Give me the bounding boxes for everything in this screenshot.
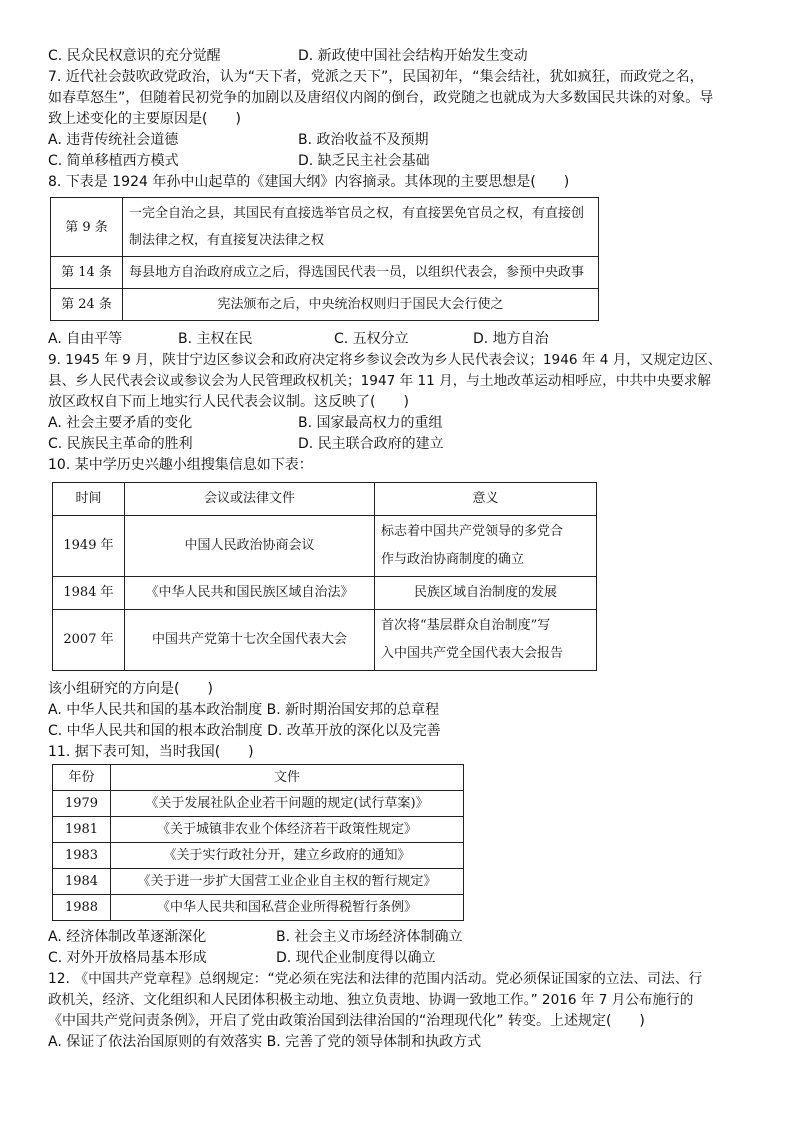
- table-row: [53, 817, 464, 843]
- question-7: [48, 67, 746, 172]
- q12-stem-line-1: 12. 《中国共产党章程》总纲规定：“党必须在宪法和法律的范围内活动。党必须保证国家的立法、司法、行: [48, 971, 703, 987]
- table-row: [53, 843, 464, 869]
- table-row: [53, 610, 597, 671]
- q7-options-ab: [48, 130, 746, 151]
- q8-row-label: 第 9 条: [51, 198, 123, 257]
- q9-stem-line-1: 9. 1945 年 9 月，陕甘宁边区参议会和政府决定将乡参议会改为乡人民代表会议；1946 年 4 月，又规定边区、: [48, 352, 722, 368]
- q8-option-b: B. 主权在民: [178, 331, 253, 347]
- q9-options-cd: [48, 434, 746, 455]
- q9-options-ab: [48, 413, 746, 434]
- question-12: [48, 969, 746, 1053]
- q12-stem-line-2: 政机关，经济、文化组织和人民团体积极主动地、独立负责地、协调一致地工作。” 2016 年 7 月公布施行的: [48, 992, 694, 1008]
- q10-question: 该小组研究的方向是( ): [48, 681, 213, 697]
- q11-cell-doc: 《关于实行政社分开，建立乡政府的通知》: [111, 843, 464, 869]
- q7-stem-line-1: 7. 近代社会鼓吹政党政治，认为“天下者，党派之天下”，民国初年，“集会结社，犹如疯狂，而政党之名，: [48, 69, 704, 85]
- q8-option-c: C. 五权分立: [334, 331, 409, 347]
- q11-header-year: 年份: [53, 765, 111, 791]
- q11-options-cd: [48, 948, 746, 969]
- q10-cell-doc: 中国共产党第十七次全国代表大会: [125, 610, 375, 671]
- question-8: [48, 172, 746, 350]
- q11-cell-doc: 《关于城镇非农业个体经济若干政策性规定》: [111, 817, 464, 843]
- q10-cell-meaning: [375, 610, 597, 671]
- q11-cell-year: 1979: [53, 791, 111, 817]
- q10-cell-meaning: [375, 516, 597, 577]
- q11-cell-doc: 《中华人民共和国私营企业所得税暂行条例》: [111, 895, 464, 921]
- q8-row-text-line: 一完全自治之县，其国民有直接选举官员之权，有直接罢免官员之权，有直接创: [129, 206, 585, 221]
- q10-header-doc: 会议或法律文件: [125, 483, 375, 516]
- question-10: [48, 455, 746, 742]
- q10-cell-time: 2007 年: [53, 610, 125, 671]
- table-row: [53, 869, 464, 895]
- q11-cell-year: 1983: [53, 843, 111, 869]
- q10-cell-meaning-line: 首次将“基层群众自治制度”写: [381, 618, 551, 633]
- q6-options-cd: [48, 46, 746, 67]
- question-9: [48, 350, 746, 455]
- q11-cell-year: 1984: [53, 869, 111, 895]
- q10-cell-meaning-line: 入中国共产党全国代表大会报告: [381, 646, 564, 661]
- q10-options-cd: C. 中华人民共和国的根本政治制度 D. 改革开放的深化以及完善: [48, 723, 441, 739]
- q11-options-ab: [48, 927, 746, 948]
- q9-stem-line-3: 放区政权自下而上地实行人民代表会议制。这反映了( ): [48, 394, 409, 410]
- q10-cell-time: 1984 年: [53, 577, 125, 610]
- table-header-row: [53, 483, 597, 516]
- q10-cell-time: 1949 年: [53, 516, 125, 577]
- q7-option-a: A. 违背传统社会道德: [48, 132, 179, 148]
- q11-option-c: C. 对外开放格局基本形成: [48, 950, 207, 966]
- q7-stem-line-3: 致上述变化的主要原因是( ): [48, 111, 241, 127]
- q11-header-doc: 文件: [111, 765, 464, 791]
- table-row: [51, 198, 599, 257]
- q11-cell-doc: 《关于发展社队企业若干问题的规定(试行草案)》: [111, 791, 464, 817]
- q11-option-a: A. 经济体制改革逐渐深化: [48, 929, 207, 945]
- q11-stem: 11. 据下表可知，当时我国( ): [48, 744, 254, 760]
- question-11: [48, 742, 746, 969]
- q11-cell-year: 1981: [53, 817, 111, 843]
- q9-option-c: C. 民族民主革命的胜利: [48, 436, 193, 452]
- q11-option-d: D. 现代企业制度得以确立: [276, 950, 436, 966]
- table-row: [51, 289, 599, 321]
- table-row: [53, 577, 597, 610]
- q6-option-d: D. 新政使中国社会结构开始发生变动: [298, 48, 528, 64]
- q10-cell-meaning-line: 标志着中国共产党领导的多党合: [381, 524, 564, 539]
- q10-cell-meaning-line: 作与政治协商制度的确立: [381, 552, 525, 567]
- table-row: [53, 516, 597, 577]
- q8-row-text: 宪法颁布之后，中央统治权则归于国民大会行使之: [123, 289, 599, 321]
- table-row: [53, 895, 464, 921]
- q7-option-d: D. 缺乏民主社会基础: [298, 153, 430, 169]
- q10-stem: 10. 某中学历史兴趣小组搜集信息如下表：: [48, 457, 313, 473]
- q8-row-label: 第 24 条: [51, 289, 123, 321]
- q10-options-ab: A. 中华人民共和国的基本政治制度 B. 新时期治国安邦的总章程: [48, 702, 440, 718]
- q7-stem-line-2: 如春草怒生”，但随着民初党争的加剧以及唐绍仪内阁的倒台，政党随之也就成为大多数国民共诛的对象。导: [48, 90, 714, 106]
- q9-option-d: D. 民主联合政府的建立: [298, 436, 444, 452]
- q11-cell-year: 1988: [53, 895, 111, 921]
- q10-cell-doc: 《中华人民共和国民族区域自治法》: [125, 577, 375, 610]
- q11-option-b: B. 社会主义市场经济体制确立: [276, 929, 463, 945]
- q8-row-label: 第 14 条: [51, 257, 123, 289]
- q10-table: [52, 482, 597, 671]
- q8-option-d: D. 地方自治: [473, 331, 549, 347]
- q10-cell-doc: 中国人民政治协商会议: [125, 516, 375, 577]
- q9-stem-line-2: 县、乡人民代表会议或参议会为人民管理政权机关；1947 年 11 月，与土地改革运动相呼应，中共中央要求解: [48, 373, 711, 389]
- q8-row-text-line: 制法律之权，有直接复决法律之权: [129, 233, 325, 248]
- q8-options: [48, 329, 746, 350]
- q7-option-b: B. 政治收益不及预期: [298, 132, 429, 148]
- table-header-row: [53, 765, 464, 791]
- q8-row-text: [123, 198, 599, 257]
- q8-stem: 8. 下表是 1924 年孙中山起草的《建国大纲》内容摘录。其体现的主要思想是( ): [48, 174, 570, 190]
- q9-option-a: A. 社会主要矛盾的变化: [48, 415, 193, 431]
- table-row: [53, 791, 464, 817]
- table-row: [51, 257, 599, 289]
- q6-option-c: C. 民众民权意识的充分觉醒: [48, 48, 221, 64]
- q11-table: [52, 764, 464, 921]
- q11-cell-doc: 《关于进一步扩大国营工业企业自主权的暂行规定》: [111, 869, 464, 895]
- q12-options-ab: A. 保证了依法治国原则的有效落实 B. 完善了党的领导体制和执政方式: [48, 1034, 482, 1050]
- q8-row-text: 每县地方自治政府成立之后，得选国民代表一员，以组织代表会，参预中央政事: [123, 257, 599, 289]
- q12-stem-line-3: 《中国共产党问责条例》，开启了党由政策治国到法律治国的“治理现代化” 转变。上述规定( ): [48, 1013, 645, 1029]
- q7-option-c: C. 简单移植西方模式: [48, 153, 179, 169]
- q8-table: [50, 197, 599, 321]
- q10-cell-meaning: 民族区域自治制度的发展: [375, 577, 597, 610]
- q8-option-a: A. 自由平等: [48, 331, 123, 347]
- q10-header-meaning: 意义: [375, 483, 597, 516]
- q9-option-b: B. 国家最高权力的重组: [298, 415, 443, 431]
- q7-options-cd: [48, 151, 746, 172]
- q10-header-time: 时间: [53, 483, 125, 516]
